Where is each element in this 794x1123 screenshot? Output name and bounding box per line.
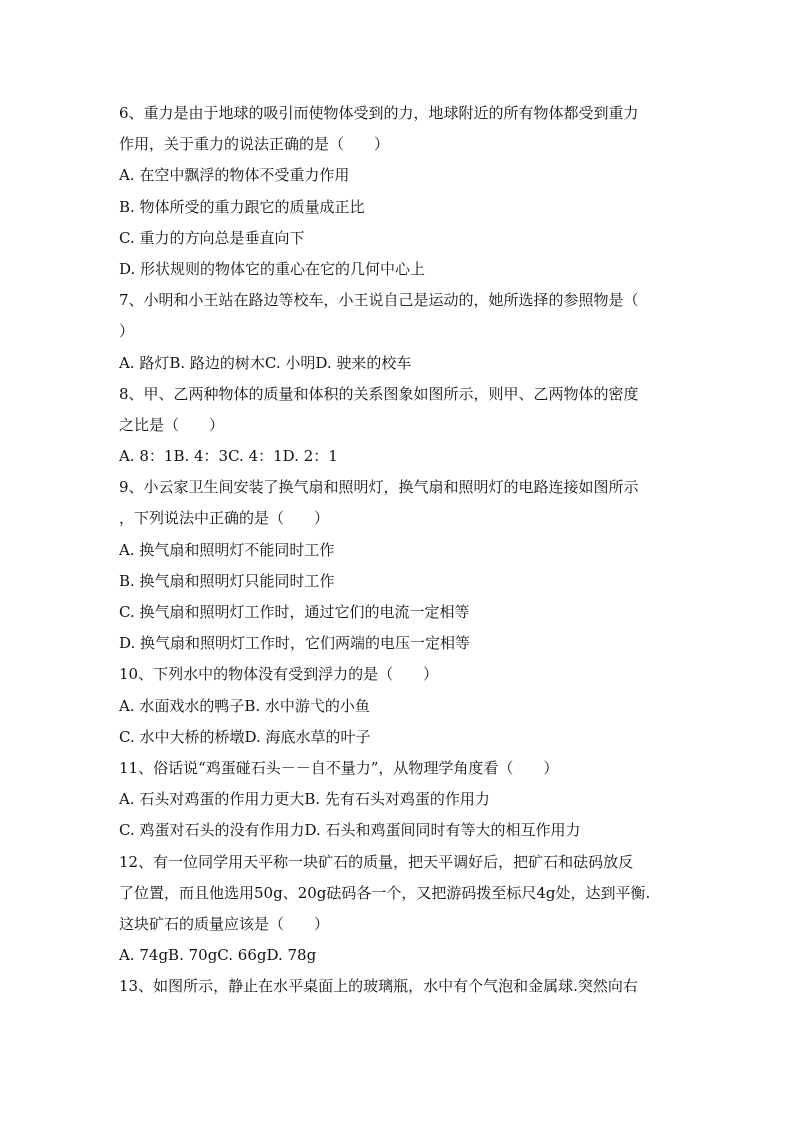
text-line: A. 石头对鸡蛋的作用力更大B. 先有石头对鸡蛋的作用力 — [119, 790, 490, 809]
text-line: B. 物体所受的重力跟它的质量成正比 — [119, 197, 365, 216]
text-line: C. 换气扇和照明灯工作时，通过它们的电流一定相等 — [119, 603, 470, 621]
text-line: 13、如图所示，静止在水平桌面上的玻璃瓶，水中有个气泡和金属球.突然向右 — [119, 977, 638, 996]
text-line: C. 鸡蛋对石头的没有作用力D. 石头和鸡蛋间同时有等大的相互作用力 — [119, 821, 581, 840]
text-line: D. 形状规则的物体它的重心在它的几何中心上 — [119, 259, 426, 278]
text-line: A. 换气扇和照明灯不能同时工作 — [119, 540, 335, 559]
text-line: 8、甲、乙两种物体的质量和体积的关系图象如图所示，则甲、乙两物体的密度 — [119, 384, 639, 403]
text-line: 12、有一位同学用天平称一块矿石的质量，把天平调好后，把矿石和砝码放反 — [119, 852, 634, 871]
text-line: 10、下列水中的物体没有受到浮力的是（ ） — [119, 665, 439, 684]
text-line: 了位置，而且他选用50g、20g砝码各一个，又把游码拨至标尺4g处，达到平衡. — [119, 883, 651, 902]
text-line: 6、重力是由于地球的吸引而使物体受到的力，地球附近的所有物体都受到重力 — [119, 104, 639, 122]
text-line: 这块矿石的质量应该是（ ） — [119, 914, 330, 933]
text-line: B. 换气扇和照明灯只能同时工作 — [119, 571, 335, 590]
text-line: C. 水中大桥的桥墩D. 海底水草的叶子 — [119, 727, 371, 746]
text-line: D. 换气扇和照明灯工作时，它们两端的电压一定相等 — [119, 634, 471, 653]
text-line: A. 在空中飘浮的物体不受重力作用 — [119, 166, 350, 185]
text-line: 之比是（ ） — [119, 415, 225, 434]
text-line: ，下列说法中正确的是（ ） — [119, 509, 330, 528]
text-line: A. 路灯B. 路边的树木C. 小明D. 驶来的校车 — [119, 353, 412, 372]
text-line: 作用，关于重力的说法正确的是（ ） — [119, 135, 390, 154]
text-line: C. 重力的方向总是垂直向下 — [119, 228, 305, 247]
text-line: A. 74gB. 70gC. 66gD. 78g — [119, 946, 317, 965]
text-line: 9、小云家卫生间安装了换气扇和照明灯，换气扇和照明灯的电路连接如图所示 — [119, 478, 639, 497]
text-line: A. 水面戏水的鸭子B. 水中游弋的小鱼 — [119, 696, 370, 715]
text-line: A. 8：1B. 4：3C. 4：1D. 2：1 — [119, 447, 338, 466]
text-line: ） — [119, 322, 135, 341]
text-line: 11、俗话说“鸡蛋碰石头－－自不量力”，从物理学角度看（ ） — [119, 758, 559, 777]
text-line: 7、小明和小王站在路边等校车，小王说自己是运动的，她所选择的参照物是（ — [119, 291, 639, 310]
question-text-block — [119, 98, 679, 1002]
